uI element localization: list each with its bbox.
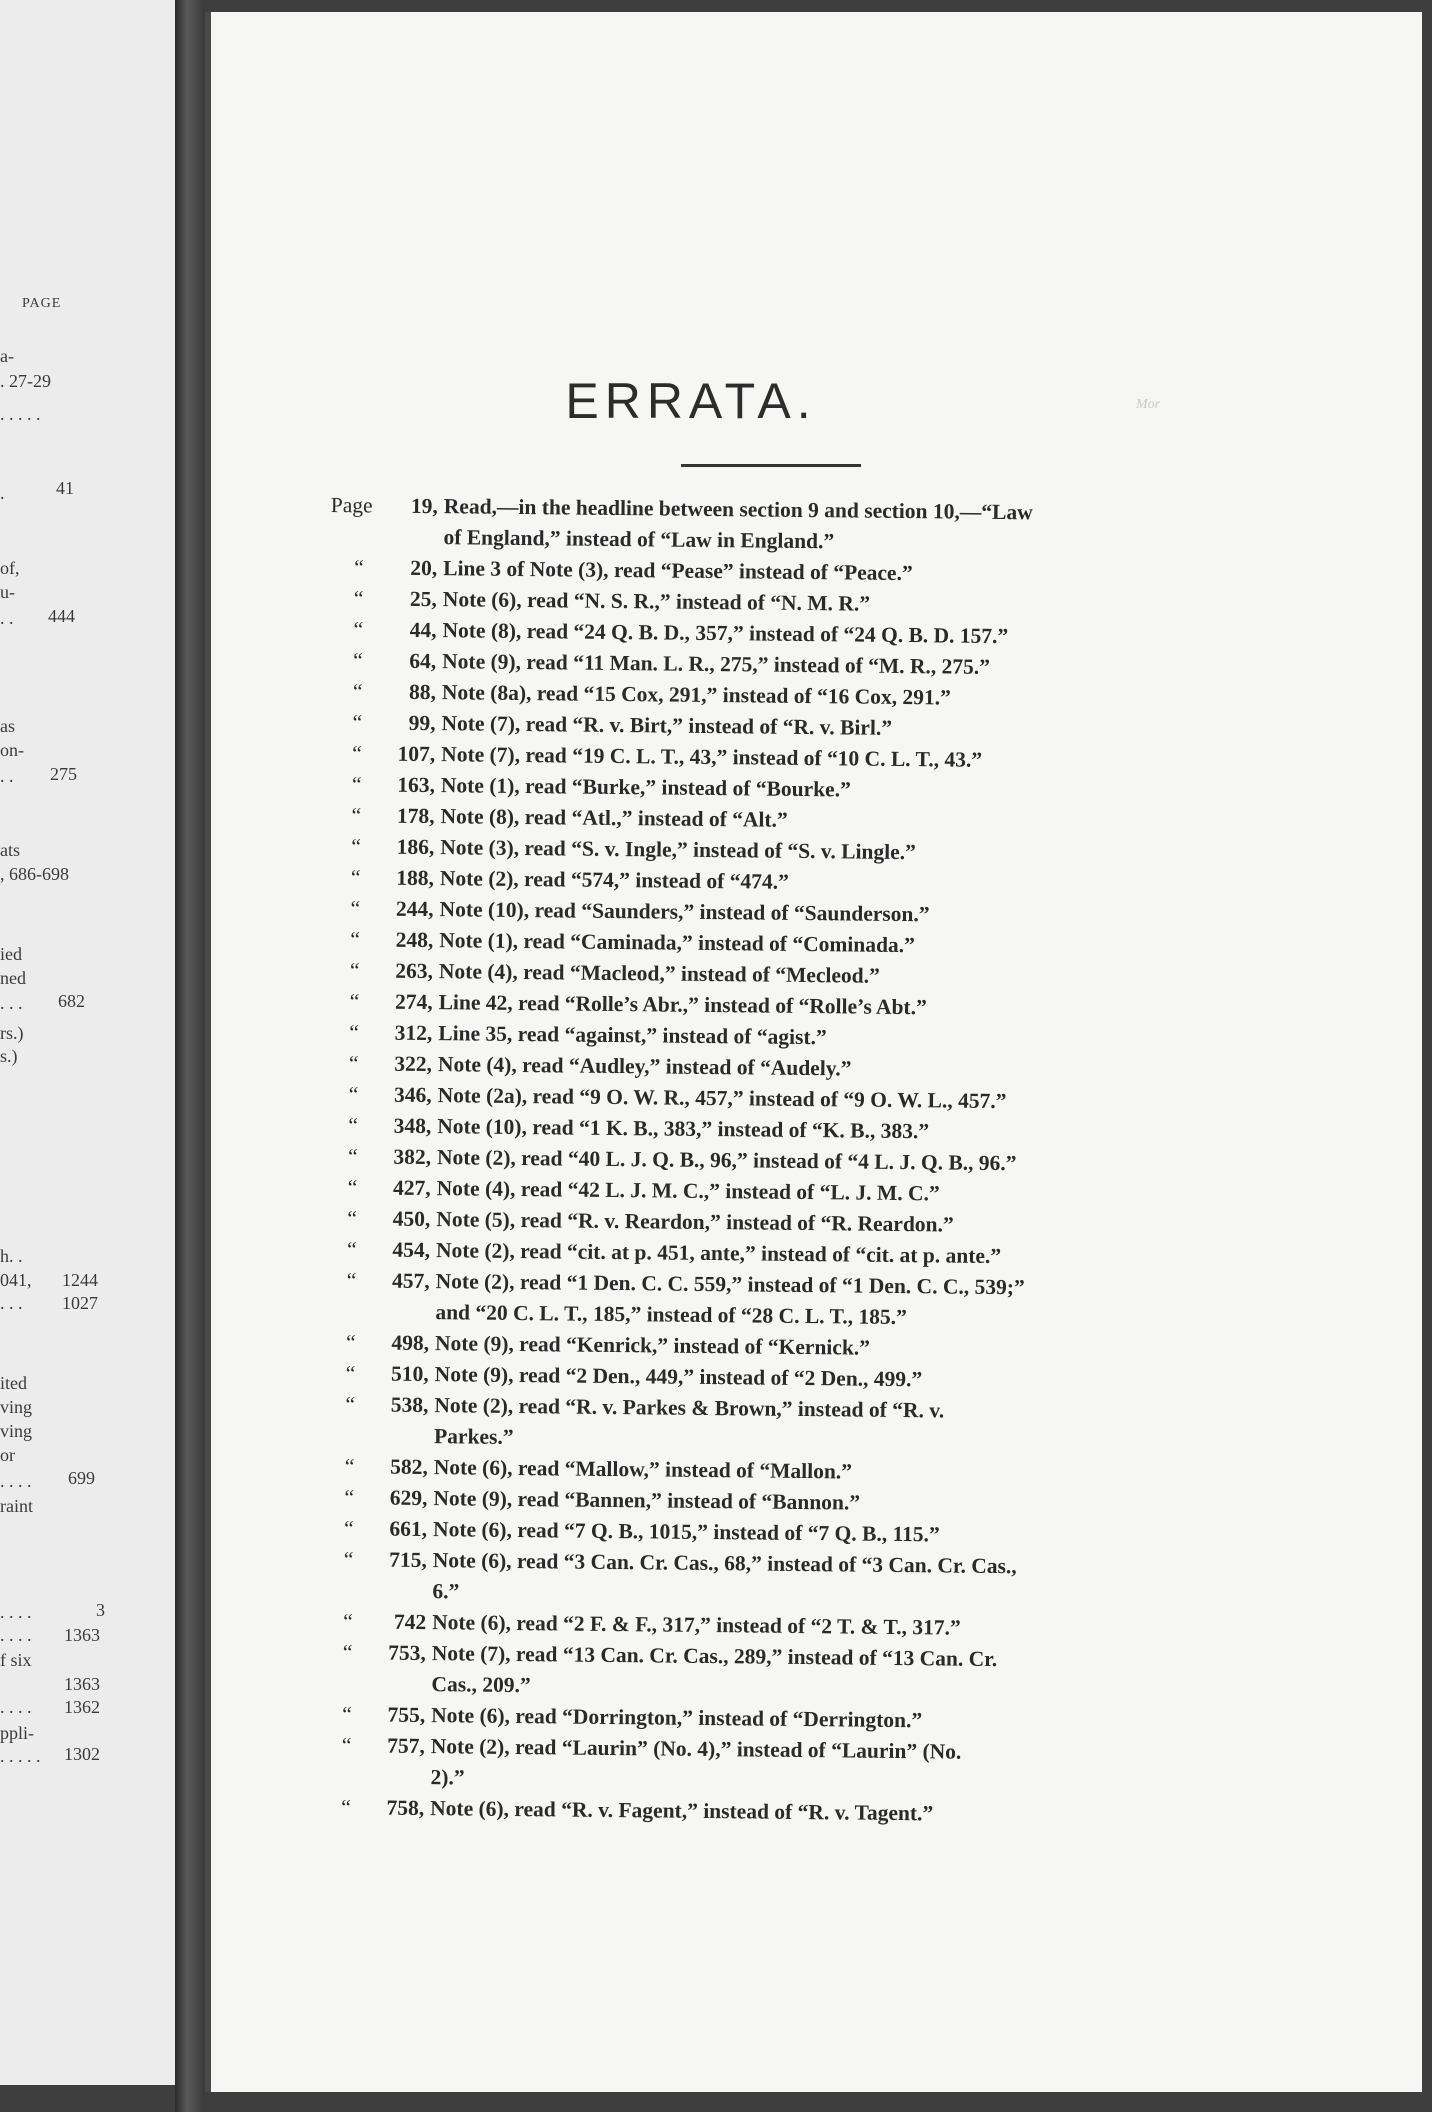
bleed-through-mark: Mor (1136, 397, 1161, 412)
ditto-mark: “ (343, 1547, 354, 1572)
correction-text: Note (5), read “R. v. Reardon,” instead of “R. Reardon.” (436, 1207, 954, 1237)
ditto-mark: “ (350, 896, 361, 921)
correction-text: Note (9), read “2 Den., 449,” instead of “2 Den., 499.” (434, 1362, 923, 1392)
page-number: 163, (397, 772, 436, 798)
index-fragment: ited (0, 1373, 27, 1393)
page-number: 661, (389, 1516, 428, 1542)
ditto-mark: “ (341, 1795, 351, 1820)
ditto-mark: “ (346, 1237, 357, 1262)
ditto-mark: “ (345, 1392, 356, 1417)
ditto-mark: “ (353, 648, 363, 673)
book-gutter (175, 0, 205, 2112)
indent-spacer (373, 1762, 424, 1794)
page-number: 19, (410, 493, 438, 519)
index-fragment: 275 (50, 764, 77, 784)
page-number: 188, (396, 865, 435, 891)
errata-entry (321, 1389, 1372, 1462)
index-fragment: . . . . (0, 1471, 32, 1491)
index-fragment: of, (0, 558, 20, 578)
correction-text: Note (6), read “3 Can. Cr. Cas., 68,” instead of “3 Can. Cr. Cas., (432, 1548, 1017, 1579)
page-label: Page (330, 492, 373, 518)
ditto-mark: “ (352, 679, 363, 704)
page-number: 755, (387, 1702, 426, 1728)
correction-text: Note (4), read “Macleod,” instead of “Mecleod.” (438, 959, 880, 988)
page-number: 498, (391, 1330, 430, 1356)
page-number: 263, (395, 958, 434, 984)
index-fragment: s.) (0, 1046, 18, 1066)
index-fragment: . . . . (0, 1697, 32, 1717)
correction-text: Note (1), read “Burke,” instead of “Bourke.” (440, 773, 851, 802)
correction-text: Line 3 of Note (3), read “Pease” instead of “Peace.” (443, 556, 913, 586)
index-fragment: ving (0, 1397, 33, 1417)
page-number: 64, (409, 648, 437, 674)
page-number: 629, (389, 1485, 428, 1511)
ditto-mark: “ (343, 1609, 353, 1634)
errata-list (317, 490, 1381, 1834)
page-number: 538, (390, 1392, 429, 1418)
page-number: 322, (394, 1051, 433, 1077)
page-number: 715, (389, 1547, 427, 1573)
ditto-mark: “ (344, 1485, 355, 1510)
index-fragment: 41 (56, 478, 74, 498)
index-fragment: ied (0, 944, 22, 964)
correction-text: of England,” instead of “Law in England.” (443, 525, 835, 554)
correction-text: Note (2), read “1 Den. C. C. 559,” instead of “1 Den. C. C., 539;” (435, 1269, 1025, 1300)
index-fragment: 444 (48, 606, 75, 626)
title-underline (681, 464, 861, 467)
ditto-mark: “ (344, 1454, 355, 1479)
indent-spacer (319, 1575, 375, 1607)
index-fragment: . . . . (0, 1625, 32, 1645)
correction-text: Read,—in the headline between section 9 and section 10,—“Law (443, 494, 1033, 525)
index-fragment: 3 (96, 1600, 105, 1620)
page-number: 757, (387, 1733, 425, 1759)
index-fragment: 1362 (64, 1697, 100, 1717)
correction-text: Note (7), read “13 Can. Cr. Cas., 289,” instead of “13 Can. Cr. (431, 1641, 998, 1672)
indent-spacer (377, 1421, 428, 1453)
ditto-mark: “ (345, 1330, 356, 1355)
errata-entry (322, 1265, 1373, 1338)
index-fragment: . . . . (0, 1602, 32, 1622)
correction-text: Note (6), read “N. S. R.,” instead of “N. M. R.” (442, 587, 871, 616)
index-fragment: . . (0, 766, 14, 786)
correction-text: Note (8), read “Atl.,” instead of “Alt.” (440, 804, 788, 832)
index-fragment: . 27-29 (0, 371, 51, 391)
correction-text: Note (2), read “Laurin” (No. 4),” instead of “Laurin” (No. (430, 1734, 962, 1764)
ditto-mark: “ (344, 1516, 354, 1541)
index-fragment: 699 (68, 1468, 95, 1488)
index-fragment: raint (0, 1496, 33, 1516)
page-number: 248, (395, 927, 434, 953)
page-number: 454, (392, 1237, 431, 1263)
errata-entry (317, 1730, 1368, 1803)
ditto-mark: “ (342, 1640, 353, 1665)
ditto-mark: “ (354, 555, 364, 580)
indent-spacer (317, 1761, 373, 1793)
ditto-mark: “ (349, 989, 360, 1014)
ditto-mark: “ (347, 1144, 358, 1169)
ditto-mark: “ (350, 927, 360, 952)
correction-text: 6.” (432, 1579, 460, 1604)
index-fragment: a- (0, 346, 14, 366)
correction-text: Note (3), read “S. v. Ingle,” instead of “S. v. Lingle.” (440, 835, 916, 865)
page-number: 346, (393, 1082, 432, 1108)
indent-spacer (330, 521, 386, 553)
page-number: 178, (396, 803, 435, 829)
index-fragment: 1244 (62, 1270, 98, 1290)
correction-text: Note (8), read “24 Q. B. D., 357,” instead of “24 Q. B. D. 157.” (442, 618, 1009, 649)
correction-text: Parkes.” (433, 1424, 514, 1449)
errata-entry (318, 1637, 1369, 1710)
correction-text: Note (6), read “2 F. & F., 317,” instead of “2 T. & T., 317.” (432, 1610, 961, 1640)
page-number: 582, (390, 1454, 428, 1480)
correction-text: Note (2), read “574,” instead of “474.” (439, 866, 790, 894)
page-number: 312, (394, 1020, 433, 1046)
correction-text: Line 35, read “against,” instead of “agist.” (438, 1021, 827, 1050)
correction-text: and “20 C. L. T., 185,” instead of “28 C. L. T., 185.” (435, 1300, 907, 1330)
index-fragment: . (0, 483, 5, 503)
correction-text: Note (7), read “19 C. L. T., 43,” instead of “10 C. L. T., 43.” (441, 742, 983, 772)
index-fragment: . . . (0, 993, 23, 1013)
correction-text: Note (2), read “40 L. J. Q. B., 96,” instead of “4 L. J. Q. B., 96.” (436, 1145, 1017, 1176)
index-fragment: on- (0, 740, 24, 760)
page-number: 753, (388, 1640, 426, 1666)
correction-text: Note (6), read “Mallow,” instead of “Mallon.” (433, 1455, 853, 1484)
page-title: ERRATA. (565, 373, 817, 429)
ditto-mark: “ (345, 1361, 356, 1386)
indent-spacer (321, 1420, 377, 1452)
page-number: 348, (393, 1113, 432, 1139)
indent-spacer (374, 1669, 425, 1701)
indent-spacer (318, 1668, 374, 1700)
ditto-mark: “ (352, 741, 362, 766)
page-number: 274, (394, 989, 433, 1015)
correction-text: Note (2a), read “9 O. W. R., 457,” instead of “9 O. W. L., 457.” (437, 1083, 1007, 1114)
index-fragment: . . (0, 608, 14, 628)
correction-text: Note (7), read “R. v. Birt,” instead of “R. v. Birl.” (441, 711, 893, 740)
ditto-mark: “ (351, 803, 362, 828)
page-number: 88, (408, 679, 437, 705)
ditto-mark: “ (353, 617, 364, 642)
ditto-mark: “ (347, 1175, 358, 1200)
index-fragment: PAGE (22, 296, 62, 311)
ditto-mark: “ (352, 710, 363, 735)
correction-text: Note (2), read “R. v. Parkes & Brown,” instead of “R. v. (434, 1393, 945, 1423)
index-fragment: 1027 (62, 1293, 98, 1313)
ditto-mark: “ (351, 772, 362, 797)
facing-index-page (0, 0, 175, 2085)
correction-text: Note (1), read “Caminada,” instead of “Cominada.” (439, 928, 915, 958)
correction-text: Line 42, read “Rolle’s Abr.,” instead of “Rolle’s Abt.” (438, 990, 927, 1020)
correction-text: Note (9), read “Kenrick,” instead of “Kernick.” (434, 1331, 871, 1360)
indent-spacer (386, 522, 437, 554)
page-number: 244, (395, 896, 434, 922)
page-number: 186, (396, 834, 435, 860)
correction-text: Note (9), read “Bannen,” instead of “Bannon.” (433, 1486, 861, 1515)
ditto-mark: “ (346, 1268, 357, 1293)
index-fragment: or (0, 1445, 15, 1465)
index-fragment: ppli- (0, 1723, 34, 1743)
correction-text: Note (4), read “42 L. J. M. C.,” instead of “L. J. M. C.” (436, 1176, 940, 1206)
page-number: 20, (410, 555, 438, 581)
page-number: 742 (393, 1609, 427, 1635)
ditto-mark: “ (351, 834, 361, 859)
page-number: 25, (409, 586, 437, 612)
ditto-mark: “ (349, 1020, 359, 1045)
indent-spacer (375, 1576, 426, 1608)
ditto-mark: “ (353, 586, 364, 611)
index-fragment: u- (0, 582, 15, 602)
ditto-mark: “ (348, 1051, 359, 1076)
page-number: 99, (408, 710, 436, 736)
indent-spacer (378, 1297, 429, 1329)
correction-text: 2).” (430, 1765, 465, 1790)
index-fragment: 1302 (64, 1744, 100, 1764)
index-fragment: h. . (0, 1246, 23, 1266)
index-fragment: rs.) (0, 1023, 24, 1043)
correction-text: Note (10), read “1 K. B., 383,” instead of “K. B., 383.” (437, 1114, 930, 1144)
indent-spacer (322, 1296, 378, 1328)
index-fragment: 1363 (64, 1674, 100, 1694)
index-fragment: ving (0, 1421, 33, 1441)
ditto-mark: “ (347, 1206, 358, 1231)
ditto-mark: “ (348, 1082, 359, 1107)
page-number: 457, (391, 1268, 430, 1294)
index-fragment: as (0, 716, 15, 736)
ditto-mark: “ (350, 865, 361, 890)
index-fragment: . . . (0, 1293, 23, 1313)
index-fragment: ned (0, 968, 26, 988)
correction-text: Note (8a), read “15 Cox, 291,” instead of “16 Cox, 291.” (441, 680, 951, 710)
errata-entry (319, 1544, 1370, 1617)
page-number: 510, (390, 1361, 429, 1387)
index-fragment: ats (0, 840, 20, 860)
page-number: 107, (397, 741, 436, 767)
correction-text: Note (6), read “7 Q. B., 1015,” instead of “7 Q. B., 115.” (432, 1517, 940, 1547)
ditto-mark: “ (342, 1702, 352, 1727)
index-fragment: 1363 (64, 1625, 100, 1645)
index-fragment: . . . . . (0, 404, 41, 424)
correction-text: Note (4), read “Audley,” instead of “Audely.” (437, 1052, 852, 1081)
index-fragment: f six (0, 1650, 32, 1670)
ditto-mark: “ (348, 1113, 359, 1138)
index-fragment: . . . . . (0, 1746, 41, 1766)
page-number: 427, (392, 1175, 431, 1201)
index-fragment: 041, (0, 1270, 32, 1290)
correction-text: Cas., 209.” (431, 1672, 531, 1698)
page-number: 44, (409, 617, 437, 643)
correction-text: Note (10), read “Saunders,” instead of “Saunderson.” (439, 897, 930, 927)
correction-text: Note (6), read “Dorrington,” instead of “Derrington.” (431, 1703, 923, 1733)
correction-text: Note (6), read “R. v. Fagent,” instead of “R. v. Tagent.” (430, 1796, 934, 1826)
page-number: 758, (386, 1795, 425, 1821)
page-number: 450, (392, 1206, 431, 1232)
errata-entry (330, 490, 1381, 563)
correction-text: Note (2), read “cit. at p. 451, ante,” instead of “cit. at p. ante.” (435, 1238, 1002, 1269)
correction-text: Note (9), read “11 Man. L. R., 275,” instead of “M. R., 275.” (442, 649, 991, 679)
errata-page (205, 12, 1422, 2092)
ditto-mark: “ (349, 958, 360, 983)
page-number: 382, (393, 1144, 432, 1170)
index-fragment: 682 (58, 991, 85, 1011)
index-fragment: , 686-698 (0, 864, 69, 884)
ditto-mark: “ (341, 1733, 352, 1758)
